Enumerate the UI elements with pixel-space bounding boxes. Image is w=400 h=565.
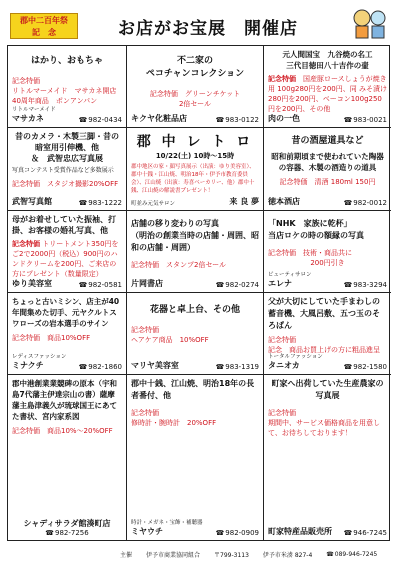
event-detail: 郡中地区の家・顔写真展示（出演：ゆり美容室）、郡中十銭・江山焼、明治18年・伊予市教育委員会）、江山焼（出演：寿喜ベーカリー、他）郡中十銭、江山焼の解説書プレゼント！ — [131, 164, 255, 195]
discount-label: 記念特価 商品10%～20%OFF — [12, 427, 113, 436]
discount-detail — [268, 74, 387, 114]
discount-label: 記念特価 スタンプ2倍セール — [131, 260, 227, 269]
shop-card — [127, 128, 264, 210]
shop-category: リトルマーメイド — [12, 107, 56, 114]
discount-text: 国産豚ロースしょうが焼き用 100g280円を200円、同 みそ漬け280円を200円、ベーコン100g250円を200円、その他 — [268, 75, 387, 113]
badge-line1: 郡中二百年祭 — [20, 16, 68, 25]
shop-card — [127, 293, 264, 375]
shop-footer — [268, 196, 387, 207]
shop-phone: ☎ 982-0274 — [216, 281, 259, 289]
shop-category: 町並み元気サロン — [131, 200, 176, 207]
shop-card — [8, 211, 127, 293]
discount-label: 記念特価 — [131, 409, 159, 418]
footer-postal: 〒799-3113 — [214, 551, 249, 559]
shop-footer — [268, 270, 387, 289]
discount-detail: リトルマーメイド マサカネ開店40周年商品 ポンアンパン — [12, 87, 117, 105]
exhibit-headline: 郡中港創業業競碑の原本（宇和島7代藩主伊達宗山の書）薩摩藩主島津義久が琉球国王にあてた書状、宮内家系図 — [12, 379, 117, 422]
discount-label: 記念特価 清酒 180ml 150円 — [279, 178, 376, 187]
anniversary-badge — [10, 13, 78, 39]
shop-phone: ☎ 983-1319 — [216, 363, 259, 371]
shop-phone: ☎ 983-1222 — [79, 199, 122, 207]
mascot-icon — [350, 4, 390, 42]
shop-phone: ☎ 983-0122 — [216, 116, 259, 124]
shop-phone: ☎ 982-1860 — [79, 363, 122, 371]
shop-name: ミナクチ — [12, 361, 44, 371]
shop-footer — [12, 352, 122, 371]
shop-card — [264, 128, 391, 210]
exhibit-detail: 昭和前期頃まで使われていた陶器の容器、木製の酒造りの道具 — [271, 152, 384, 173]
shop-footer — [12, 196, 122, 207]
shop-footer — [131, 196, 259, 207]
shop-name: エレナ — [268, 279, 292, 288]
shop-card — [127, 375, 264, 540]
discount-label: 記念特価 — [268, 409, 296, 418]
shop-footer — [12, 278, 122, 289]
shop-phone: ☎ 983-0021 — [344, 116, 387, 124]
shop-name: キクヤ化粧品店 — [131, 114, 187, 124]
shop-name: シャディサラダ館湊町店 — [23, 519, 111, 528]
shop-name: マリヤ美容室 — [131, 361, 179, 371]
exhibit-headline: 昔のカメラ・木製三脚・昔の暗室用引伸機、他 ＆ 武智忠広写真展 — [15, 132, 119, 164]
exhibit-headline: 町家へ出荷していた生産農家の写真展 — [271, 379, 384, 401]
exhibit-headline: 花器と卓上台、その他 — [149, 305, 240, 315]
shop-category: レディスファッション — [12, 354, 67, 361]
shop-grid — [7, 45, 390, 541]
discount-detail — [12, 239, 122, 279]
shop-category: トータルファッション — [268, 354, 323, 361]
shop-name: ミヤウチ — [131, 527, 163, 536]
shop-phone: ☎ 983-3294 — [344, 281, 387, 289]
shop-name: ゆり美容室 — [12, 279, 52, 288]
discount-detail: 200円引き — [310, 258, 345, 267]
shop-phone: ☎ 982-1580 — [344, 363, 387, 371]
exhibit-headline: 「NHK 家族に乾杯」 当店ロケの時の額縁の写真 — [268, 218, 364, 240]
discount-label: 記念特価 技術・商品共に — [268, 248, 352, 257]
event-date: 10/22(土) 10時～15時 — [155, 152, 235, 161]
shop-footer — [268, 352, 387, 371]
discount-label: 記念特価 — [131, 326, 159, 334]
exhibit-headline: 不二家の ペコチャンコレクション — [145, 56, 245, 79]
shop-name: 肉の一色 — [268, 114, 300, 124]
shop-footer — [268, 113, 387, 124]
shop-card — [127, 211, 264, 293]
shop-phone: ☎ 982-0581 — [79, 281, 122, 289]
discount-label: 記念特価 — [268, 75, 296, 83]
discount-label: 記念特価 グリーンチケット — [149, 90, 241, 98]
discount-label: 記念特価 — [12, 239, 40, 248]
discount-text: トリートメント350円をご2で2000円（税込）900円のハンドクリームを200円、ご来店の方にプレゼント（数量限定） — [12, 239, 119, 278]
shop-card — [264, 211, 391, 293]
exhibit-detail: 写真コンテスト受賞作品など多数展示 — [12, 167, 114, 175]
discount-label: 記念特価 商品10%OFF — [12, 334, 91, 342]
shop-footer — [12, 518, 122, 537]
exhibit-headline: 父が大切にしていた手まわしの蓄音機、大風呂敷、五つ玉のそろばん — [268, 297, 380, 330]
shop-phone: ☎ 982-7256 — [45, 529, 88, 537]
footer-label: 主催 — [120, 551, 133, 559]
discount-label: 記念特価 — [268, 336, 296, 344]
shop-card — [8, 46, 127, 128]
discount-label: 記念特価 スタジオ撮影20%OFF — [12, 180, 119, 189]
shop-card — [8, 128, 127, 210]
exhibit-headline: 元人間国宝 九谷焼の名工 三代目徳田八十吉作の壷 — [282, 50, 373, 70]
exhibit-headline: 店舗の移り変わりの写真 （明治の創業当時の店舗・周囲、昭和の店舗・周囲） — [131, 218, 259, 252]
discount-label: 記念特価 — [12, 77, 40, 85]
shop-footer — [12, 105, 122, 124]
footer-organizer: 伊予市商業協同組合 — [146, 551, 201, 559]
discount-detail: 記念 商品お買上げの方に粗品進呈 — [268, 346, 380, 354]
badge-line2: 記 念 — [32, 28, 56, 37]
exhibit-headline: 昔の酒屋道具など — [291, 136, 364, 147]
shop-phone: ☎ 982-0434 — [79, 116, 122, 124]
exhibit-headline: 母がお着せしていた振袖、打掛、お客様の婚礼写真、他 — [12, 214, 116, 235]
shop-category: ビューティサロン — [268, 272, 312, 278]
discount-detail: 期間中、サービス価格商品を用意して、お待ちしております！ — [268, 419, 380, 438]
shop-phone: ☎ 982-0909 — [216, 529, 259, 537]
shop-category: 時計・メガネ・宝飾・補聴器 — [131, 520, 203, 526]
shop-footer — [131, 518, 259, 537]
shop-footer — [268, 526, 387, 537]
shop-card — [264, 46, 391, 128]
page-title: お店がお宝展 開催店 — [118, 19, 298, 39]
discount-detail: ヘアケア商品 10%OFF — [131, 336, 209, 344]
exhibit-headline: 郡中十銭、江山焼、明治18年の長者番付、他 — [131, 379, 255, 401]
event-title: 郡 中 レ ト ロ — [136, 134, 254, 151]
discount-detail: 修時計・腕時計 20%OFF — [131, 419, 217, 428]
shop-name: 町家特産品販売所 — [268, 527, 332, 536]
shop-card — [8, 375, 127, 540]
exhibit-headline: ちょっと古いミシン、店主が40年間集めた切手、元ヤクルトスワローズの岩本選手のサイン — [12, 297, 120, 328]
shop-name: 来 良 夢 — [229, 196, 259, 206]
shop-footer — [131, 278, 259, 289]
shop-phone: ☎ 946-7245 — [344, 529, 387, 537]
shop-name: 片岡書店 — [131, 279, 163, 288]
footer-address: 伊予市米湊 827-4 — [262, 551, 313, 559]
discount-detail: 2倍セール — [178, 100, 212, 108]
shop-name: タニオカ — [268, 361, 300, 371]
footer-phone: ☎ 089-946-7245 — [326, 551, 377, 558]
shop-footer — [131, 360, 259, 371]
header — [0, 0, 400, 44]
shop-name: 徳本酒店 — [268, 196, 300, 206]
shop-card — [264, 293, 391, 375]
shop-name: 武智写真館 — [12, 196, 52, 206]
shop-card — [264, 375, 391, 540]
shop-footer — [131, 113, 259, 124]
shop-card — [127, 46, 264, 128]
page-footer — [0, 544, 400, 564]
shop-card — [8, 293, 127, 375]
exhibit-headline: はかり、おもちゃ — [30, 56, 103, 66]
shop-name: マサカネ — [12, 114, 44, 124]
shop-phone: ☎ 982-0012 — [344, 199, 387, 207]
